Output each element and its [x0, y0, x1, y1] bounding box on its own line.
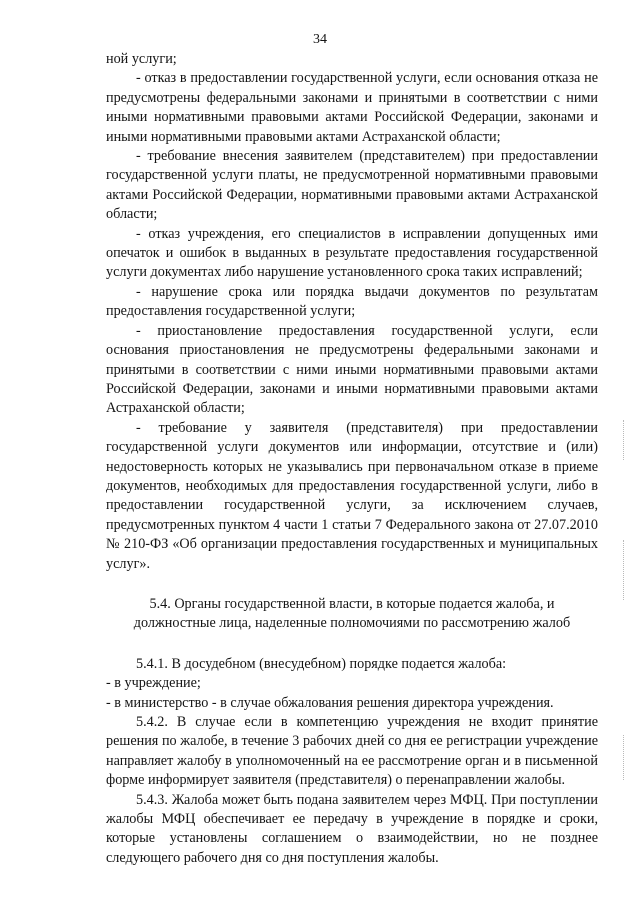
- paragraph: 5.4.1. В досудебном (внесудебном) порядке подается жалоба:: [136, 655, 507, 672]
- paragraph: - в министерство - в случае обжалования решения директора учреждения.: [106, 694, 554, 711]
- paragraph-group-bottom: [106, 655, 598, 868]
- paragraph: ной услуги;: [106, 51, 177, 67]
- paragraph: - отказ учреждения, его специалистов в исправлении допущенных ими опечаток и ошибок в выданных в результате предоставления государственной услуги документах либо нарушение установленного срока таких исправлений;: [106, 225, 598, 281]
- paragraph: - в учреждение;: [106, 675, 201, 692]
- paragraph: - требование внесения заявителем (представителем) при предоставлении государственной услуги платы, не предусмотренной нормативными правовыми актами Российской Федерации, нормативными правовыми актами Астраханской области;: [106, 148, 598, 223]
- paragraph-group-top: [106, 50, 598, 574]
- paragraph: 5.4.2. В случае если в компетенцию учреждения не входит принятие решения по жалобе, в течение 3 рабочих дней со дня ее регистрации учреждение направляет жалобу в уполномоченный на ее рассмотрение орган и в письменной форме информирует заявителя (представителя) о перенаправлении жалобы.: [106, 714, 598, 789]
- paragraph: 5.4.3. Жалоба может быть подана заявителем через МФЦ. При поступлении жалобы МФЦ обеспечивает ее передачу в учреждение в порядке и сроки, которые установлены соглашением о взаимодействии, но не позднее следующего рабочего дня со дня поступления жалобы.: [106, 791, 598, 866]
- spacer: [106, 574, 598, 595]
- margin-mark: [623, 735, 626, 780]
- paragraph: - отказ в предоставлении государственной услуги, если основания отказа не предусмотрены федеральными законами и принятыми в соответствии с ними иными нормативными правовыми актами Российской Федерации, законами и иными нормативными правовыми актами Астраханской области;: [106, 70, 598, 145]
- margin-mark: [623, 540, 626, 600]
- page-number: 34: [313, 32, 327, 47]
- section-heading: 5.4. Органы государственной власти, в которые подается жалоба, и должностные лица, наделенные полномочиями по рассмотрению жалоб: [133, 595, 571, 632]
- document-body: [106, 50, 598, 868]
- margin-mark: [623, 420, 626, 460]
- paragraph: - нарушение срока или порядка выдачи документов по результатам предоставления государственной услуги;: [106, 283, 598, 320]
- spacer: [106, 634, 598, 655]
- paragraph: - приостановление предоставления государственной услуги, если основания приостановления не предусмотрены федеральными законами и принятыми в соответствии с ними иными нормативными правовыми актами Российской Федерации, законами и иными нормативными правовыми актами Астраханской области;: [106, 322, 598, 417]
- paragraph: - требование у заявителя (представителя) при предоставлении государственной услуги документов или информации, отсутствие и (или) недостоверность которых не указывались при первоначальном отказе в приеме документов, необходимых для предоставления государственной услуги, либо в предоставлении государственной услуги, за исключением случаев, предусмотренных пунктом 4 части 1 статьи 7 Федерального закона от 27.07.2010 № 210-ФЗ «Об организации предоставления государственных и муниципальных услуг».: [106, 419, 598, 572]
